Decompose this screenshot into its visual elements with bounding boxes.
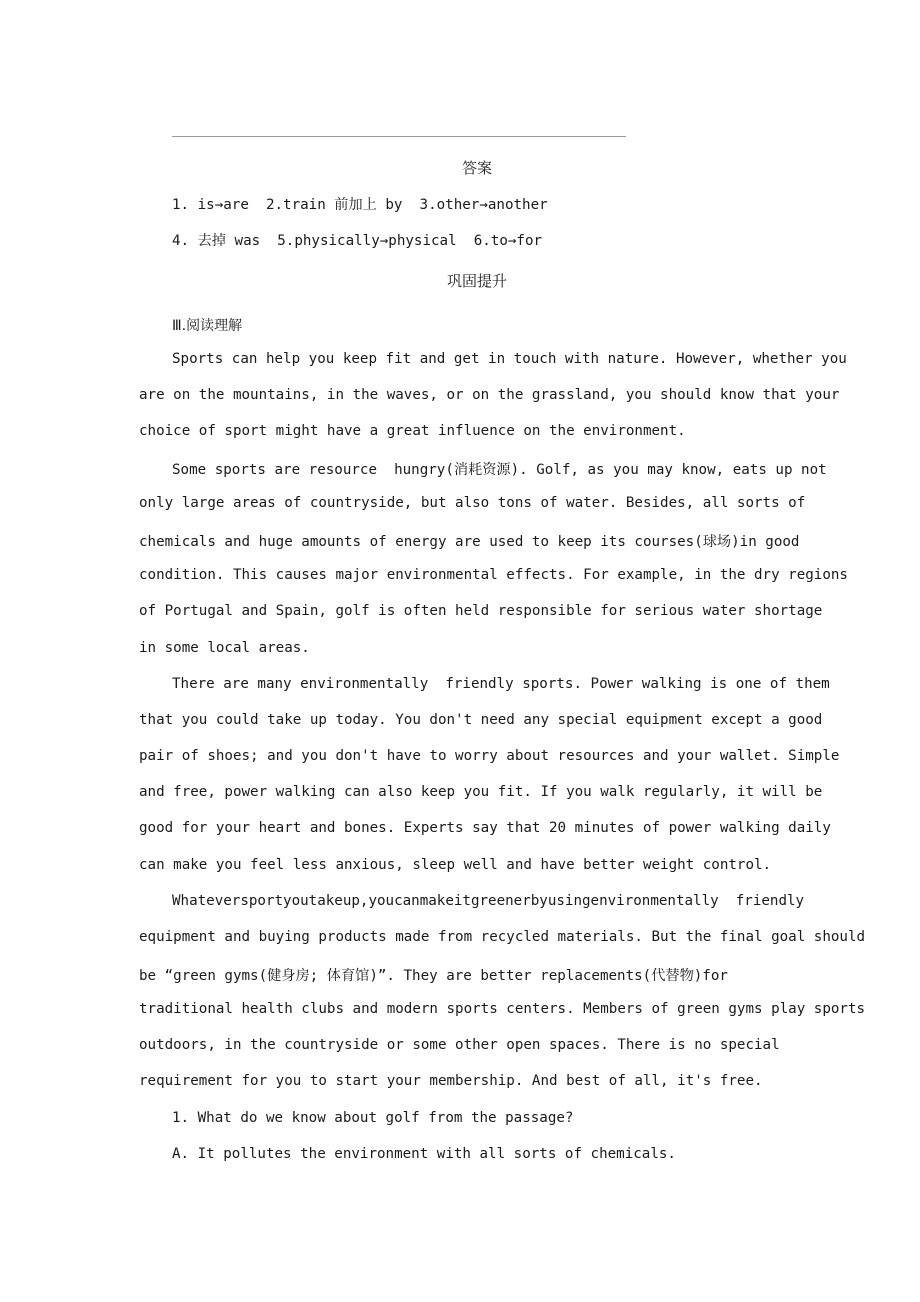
passage-line: of Portugal and Spain, golf is often held responsible for serious water shortage xyxy=(139,603,823,619)
passage-line: that you could take up today. You don't need any special equipment except a good xyxy=(139,712,823,728)
passage-line: traditional health clubs and modern sports centers. Members of green gyms play sports xyxy=(139,1001,866,1017)
answer-line-2: 4. 去掉 was 5.physically→physical 6.to→for xyxy=(172,233,543,249)
practice-heading: 巩固提升 xyxy=(446,272,507,290)
divider-line xyxy=(172,136,626,137)
passage-line: and free, power walking can also keep you fit. If you walk regularly, it will be xyxy=(139,784,823,800)
passage-line: good for your heart and bones. Experts say that 20 minutes of power walking daily xyxy=(139,820,831,836)
passage-line: are on the mountains, in the waves, or on the grassland, you should know that your xyxy=(139,387,840,403)
passage-line: outdoors, in the countryside or some other open spaces. There is no special xyxy=(139,1037,780,1053)
passage-line: only large areas of countryside, but also tons of water. Besides, all sorts of xyxy=(139,495,806,511)
passage-line: There are many environmentally friendly sports. Power walking is one of them xyxy=(172,676,830,692)
passage-line: condition. This causes major environmental effects. For example, in the dry regions xyxy=(139,567,848,583)
passage-line: chemicals and huge amounts of energy are used to keep its courses(球场)in good xyxy=(139,534,800,550)
passage-line: requirement for you to start your membership. And best of all, it's free. xyxy=(139,1073,763,1089)
question-stem: 1. What do we know about golf from the passage? xyxy=(172,1110,574,1126)
passage-line: Some sports are resource hungry(消耗资源). Golf, as you may know, eats up not xyxy=(172,462,827,478)
passage-line: pair of shoes; and you don't have to worry about resources and your wallet. Simple xyxy=(139,748,840,764)
passage-line: equipment and buying products made from recycled materials. But the final goal should xyxy=(139,929,866,945)
passage-line: Sports can help you keep fit and get in touch with nature. However, whether you xyxy=(172,351,847,367)
answer-line-1: 1. is→are 2.train 前加上 by 3.other→another xyxy=(172,197,548,213)
passage-line: Whateversportyoutakeup,youcanmakeitgreenerbyusingenvironmentally friendly xyxy=(172,893,805,909)
passage-line: can make you feel less anxious, sleep well and have better weight control. xyxy=(139,857,772,873)
passage-line: in some local areas. xyxy=(139,640,310,656)
passage-line: choice of sport might have a great influence on the environment. xyxy=(139,423,686,439)
answer-heading: 答案 xyxy=(461,159,492,177)
part-label: Ⅲ.阅读理解 xyxy=(172,318,243,334)
passage-line: be “green gyms(健身房; 体育馆)”. They are better replacements(代替物)for xyxy=(139,968,728,984)
question-option-a: A. It pollutes the environment with all sorts of chemicals. xyxy=(172,1146,676,1162)
